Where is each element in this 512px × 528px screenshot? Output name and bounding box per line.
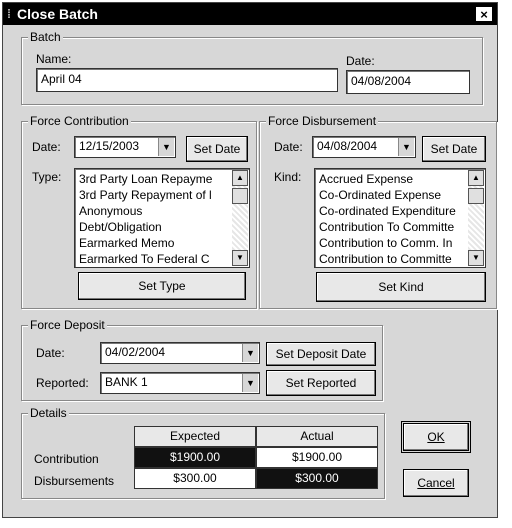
- scroll-thumb[interactable]: [468, 188, 484, 204]
- contribution-expected-cell: $1900.00: [134, 447, 256, 468]
- scroll-down-icon[interactable]: ▼: [232, 250, 248, 266]
- batch-group-label: Batch: [30, 30, 61, 44]
- list-item[interactable]: Contribution To Committe: [319, 220, 455, 234]
- chevron-down-icon[interactable]: ▼: [398, 138, 414, 156]
- kind-list-scrollbar[interactable]: [468, 170, 484, 266]
- chevron-down-icon[interactable]: ▼: [158, 138, 174, 156]
- scroll-down-icon[interactable]: ▼: [468, 250, 484, 266]
- force-deposit-group: [21, 318, 383, 401]
- deposit-date-label: Date:: [36, 346, 65, 360]
- expected-column-header: Expected: [134, 426, 256, 447]
- force-disbursement-group: [259, 114, 497, 309]
- reported-value: BANK 1: [105, 375, 148, 389]
- disbursements-actual-cell: $300.00: [256, 468, 378, 489]
- force-disbursement-label: Force Disbursement: [268, 114, 377, 128]
- disbursement-date-select[interactable]: [312, 136, 416, 158]
- set-deposit-date-button[interactable]: Set Deposit Date: [266, 342, 376, 366]
- cancel-label: Cancel: [417, 476, 455, 490]
- ok-label: OK: [427, 430, 445, 444]
- contribution-date-select[interactable]: [74, 136, 176, 158]
- list-item[interactable]: 3rd Party Loan Repayme: [79, 172, 213, 186]
- contribution-set-date-button[interactable]: Set Date: [186, 136, 248, 162]
- contribution-date-value: 12/15/2003: [79, 139, 140, 153]
- scroll-up-icon[interactable]: ▲: [468, 170, 484, 186]
- set-kind-button[interactable]: Set Kind: [316, 272, 486, 302]
- name-field[interactable]: April 04: [36, 68, 338, 92]
- contribution-date-label: Date:: [32, 140, 61, 154]
- ok-button[interactable]: [403, 423, 469, 451]
- list-item[interactable]: Earmarked To Federal C: [79, 252, 210, 266]
- title-bar[interactable]: [3, 3, 497, 25]
- list-item[interactable]: Earmarked Memo: [79, 236, 175, 250]
- set-reported-button[interactable]: Set Reported: [266, 370, 376, 396]
- type-list-scrollbar[interactable]: [232, 170, 248, 266]
- close-batch-dialog: [2, 2, 498, 518]
- disbursement-date-value: 04/08/2004: [317, 139, 378, 153]
- force-contribution-label: Force Contribution: [30, 114, 129, 128]
- force-contribution-group: [21, 114, 257, 309]
- contribution-row-label: Contribution: [34, 452, 99, 466]
- list-item[interactable]: Anonymous: [79, 204, 143, 218]
- list-item[interactable]: Debt/Obligation: [79, 220, 162, 234]
- force-deposit-label: Force Deposit: [30, 318, 105, 332]
- deposit-date-value: 04/02/2004: [105, 345, 166, 359]
- kind-label: Kind:: [274, 170, 302, 184]
- list-item[interactable]: Contribution to Comm. In: [319, 236, 453, 250]
- list-item[interactable]: 3rd Party Repayment of l: [79, 188, 212, 202]
- type-list[interactable]: [74, 168, 250, 268]
- batch-date-field[interactable]: 04/08/2004: [346, 70, 470, 94]
- reported-select[interactable]: [100, 372, 260, 394]
- list-item[interactable]: Accrued Expense: [319, 172, 414, 186]
- type-label: Type:: [32, 170, 62, 184]
- disbursement-set-date-button[interactable]: Set Date: [422, 136, 486, 162]
- disbursement-date-label: Date:: [274, 140, 303, 154]
- reported-label: Reported:: [36, 376, 89, 390]
- disbursements-row-label: Disbursements: [34, 474, 115, 488]
- chevron-down-icon[interactable]: ▼: [242, 374, 258, 392]
- details-group: [21, 406, 385, 499]
- list-item[interactable]: Co-Ordinated Expense: [319, 188, 442, 202]
- list-item[interactable]: Contribution to Committe: [319, 252, 452, 266]
- close-button[interactable]: [475, 6, 493, 22]
- scroll-up-icon[interactable]: ▲: [232, 170, 248, 186]
- batch-date-label: Date:: [346, 54, 375, 68]
- disbursements-expected-cell: $300.00: [134, 468, 256, 489]
- batch-group: [21, 30, 483, 105]
- scroll-thumb[interactable]: [232, 188, 248, 204]
- name-label: Name:: [36, 52, 72, 66]
- cancel-button[interactable]: [403, 469, 469, 497]
- chevron-down-icon[interactable]: ▼: [242, 344, 258, 362]
- window-title: Close Batch: [17, 6, 98, 22]
- list-item[interactable]: Co-ordinated Expenditure: [319, 204, 456, 218]
- window-grip-icon: ⁞: [7, 7, 11, 21]
- contribution-actual-cell: $1900.00: [256, 447, 378, 468]
- close-icon: ×: [480, 7, 488, 22]
- set-type-button[interactable]: Set Type: [78, 272, 246, 300]
- details-group-label: Details: [30, 406, 67, 420]
- deposit-date-select[interactable]: [100, 342, 260, 364]
- actual-column-header: Actual: [256, 426, 378, 447]
- kind-list[interactable]: [314, 168, 486, 268]
